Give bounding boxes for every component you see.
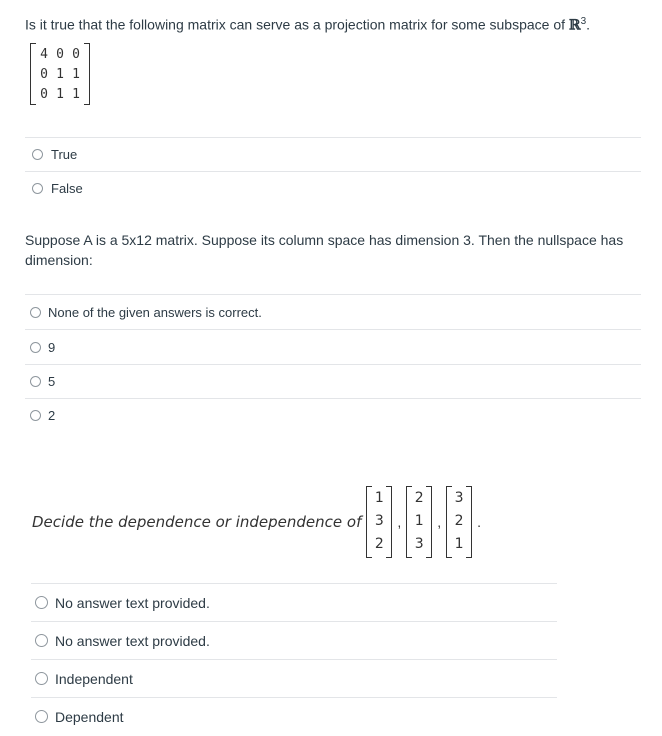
radio-button[interactable] [35, 596, 48, 609]
matrix-cell: 0 [40, 67, 48, 82]
matrix-cell: 0 [72, 47, 80, 62]
answer-label: 9 [48, 339, 56, 355]
vector-entry: 2 [454, 513, 464, 529]
answer-option-false[interactable] [25, 171, 641, 205]
matrix-cell: 4 [40, 47, 48, 62]
answer-option-dependent[interactable] [31, 697, 557, 735]
vector-entry: 1 [374, 490, 384, 506]
question-2-text: Suppose A is a 5x12 matrix. Suppose its column space has dimension 3. Then the nullspace has dimension: [25, 232, 624, 268]
radio-button[interactable] [35, 710, 48, 723]
question-3-options [31, 583, 557, 735]
question-1-options [25, 137, 641, 205]
matrix-cell: 1 [72, 87, 80, 102]
matrix-cell: 0 [40, 87, 48, 102]
radio-button[interactable] [30, 307, 41, 318]
vector-entry: 2 [414, 490, 424, 506]
matrix-cell: 1 [72, 67, 80, 82]
radio-button[interactable] [30, 342, 41, 353]
matrix-cell: 1 [56, 67, 64, 82]
question-1-prompt: Is it true that the following matrix can serve as a projection matrix for some subspace of [25, 16, 566, 33]
radio-button[interactable] [32, 183, 43, 194]
answer-option-no-text-1[interactable] [31, 583, 557, 621]
radio-button[interactable] [30, 376, 41, 387]
projection-matrix [30, 43, 90, 105]
answer-option-true[interactable] [25, 137, 641, 171]
question-3-text [32, 486, 481, 558]
matrix-right-bracket [84, 43, 90, 105]
answer-label: Independent [55, 670, 133, 687]
answer-option-no-text-2[interactable] [31, 621, 557, 659]
vector-entry: 3 [374, 513, 384, 529]
matrix-cell: 0 [56, 47, 64, 62]
answer-label: None of the given answers is correct. [48, 304, 262, 320]
matrix-cell: 1 [56, 87, 64, 102]
vector-separator: , [437, 514, 442, 530]
vector-entry: 2 [374, 536, 384, 552]
radio-button[interactable] [35, 634, 48, 647]
question-1-end: . [586, 16, 591, 33]
answer-label: No answer text provided. [55, 594, 210, 611]
vector-entry: 3 [454, 490, 464, 506]
vector-separator: , [397, 514, 402, 530]
radio-button[interactable] [35, 672, 48, 685]
answer-option-9[interactable] [25, 329, 641, 364]
answer-label: No answer text provided. [55, 632, 210, 649]
question-1-text [25, 12, 590, 36]
answer-label: Dependent [55, 708, 124, 725]
vector-2 [406, 486, 432, 558]
answer-option-5[interactable] [25, 364, 641, 398]
question-3-prompt: Decide the dependence or independence of [32, 513, 362, 531]
question-3-end: . [477, 514, 482, 530]
vector-1 [366, 486, 392, 558]
radio-button[interactable] [30, 410, 41, 421]
real-space-exponent: 3 [580, 16, 587, 27]
answer-option-none[interactable] [25, 294, 641, 329]
vector-3 [446, 486, 472, 558]
answer-label: True [51, 147, 78, 162]
radio-button[interactable] [32, 149, 43, 160]
answer-label: False [51, 181, 83, 196]
real-space-symbol: ℝ [568, 17, 581, 34]
answer-option-2[interactable] [25, 398, 641, 432]
answer-option-independent[interactable] [31, 659, 557, 697]
vector-entry: 1 [454, 536, 464, 552]
vector-entry: 1 [414, 513, 424, 529]
vector-entry: 3 [414, 536, 424, 552]
answer-label: 2 [48, 408, 56, 423]
question-2-options [25, 294, 641, 432]
answer-label: 5 [48, 374, 56, 389]
